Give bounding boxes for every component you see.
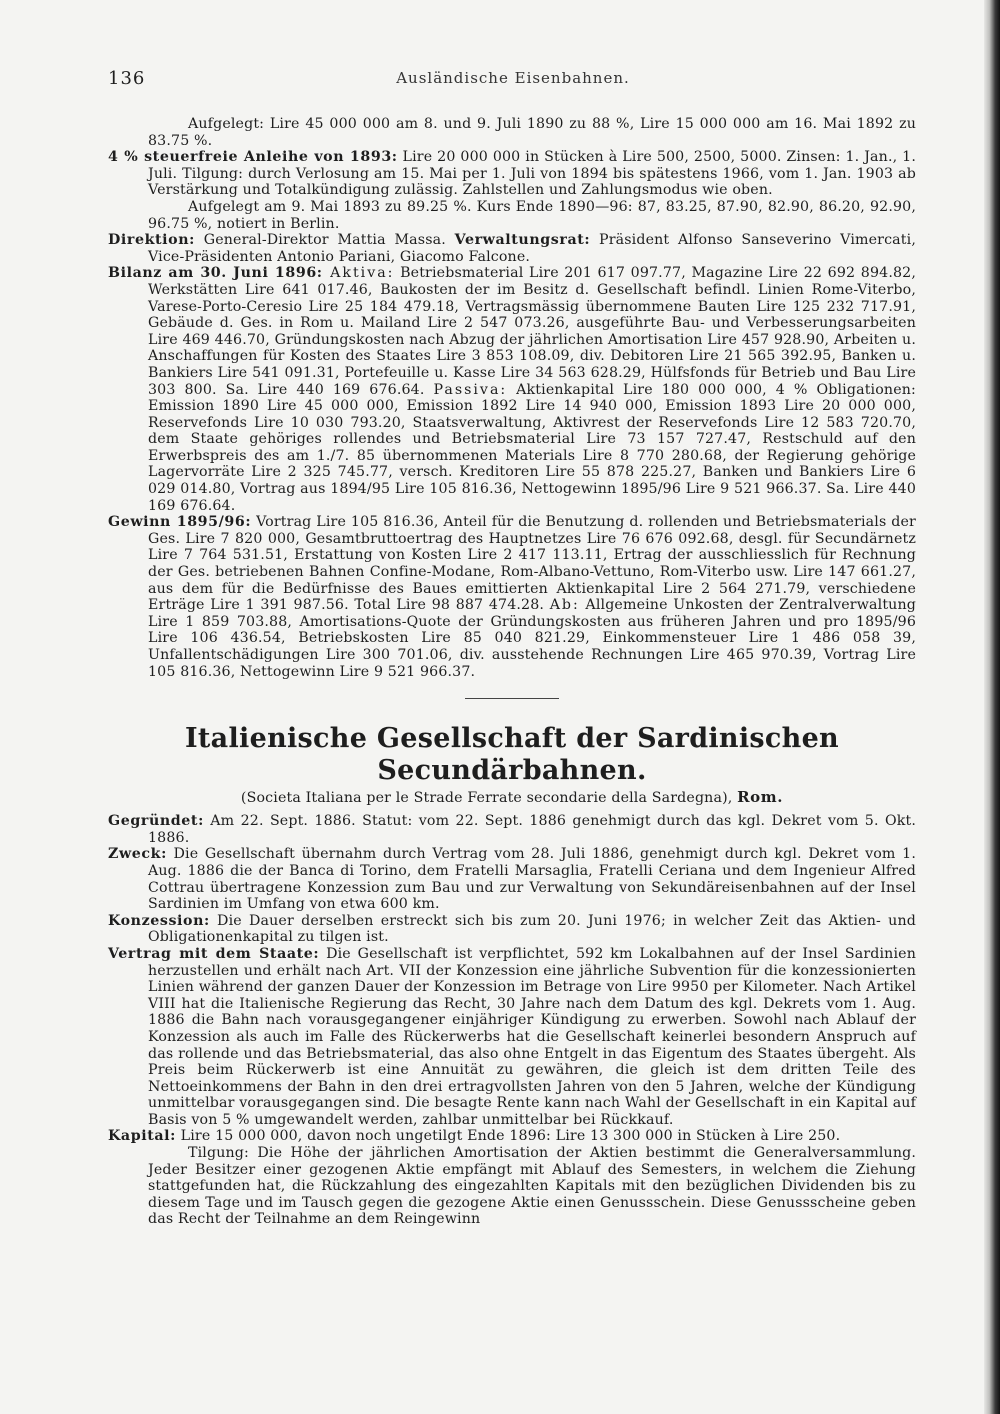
paragraph-text: Vortrag Lire 105 816.36, Anteil für die Benutzung d. rollenden und Betriebsmaterials der Ges. Lire 7 820 000, Gesamtbruttoertrag des Hauptnetzes Lire 76 676 092.68, desgl. für Secundärnetz Lire 7 764 531.51, Erstattung von Kosten Lire 2 417 113.11, Ertrag der ausschliesslich für Rechnung der Ges. betriebenen Bahnen Confine-Modane, Rom-Albano-Vettuno, Rom-Viterbo usw. Lire 147 661.27, aus dem für die Bedürfnisse des Baues emittierten Aktienkapital Lire 2 564 271.79, verschiedene Erträge Lire 1 391 987.56. Total Lire 98 887 474.28. — [148, 514, 916, 614]
paragraph-bilanz — [108, 265, 916, 514]
paragraph-zweck — [108, 846, 916, 912]
section-label: Direktion: — [108, 232, 195, 249]
paragraph-text: Tilgung: Die Höhe der jährlichen Amortisation der Aktien bestimmt die Generalversammlung. Jeder Besitzer einer gezogenen Aktie empfängt mit Ablauf des Semesters, in welchem die Ziehung stattgefunden hat, die Rückzahlung des eingezahlten Kapitals mit den bezüglichen Dividenden bis zu diesem Tage und im Tausch gegen die gezogene Aktie einen Genussschein. Diese Genussscheine geben das Recht der Teilnahme an dem Reingewinn — [148, 1145, 916, 1228]
sub-label: Ab: — [549, 597, 580, 614]
paragraph-text: Lire 15 000 000, davon noch ungetilgt Ende 1896: Lire 13 300 000 in Stücken à Lire 250. — [176, 1128, 841, 1145]
paragraph-text: Aufgelegt am 9. Mai 1893 zu 89.25 %. Kurs Ende 1890—96: 87, 83.25, 87.90, 82.90, 86.20, 92.90, 96.75 %, notiert in Berlin. — [148, 198, 916, 232]
section-label: Konzession: — [108, 912, 210, 929]
section-label: Zweck: — [108, 846, 167, 863]
subtitle-text: (Societa Italiana per le Strade Ferrate secondarie della Sardegna), — [240, 790, 738, 807]
paragraph-text: Allgemeine Unkosten der Zentralverwaltung Lire 1 859 703.88, Amortisations-Quote der Gründungskosten aus früheren Jahren und pro 1895/96 Lire 106 436.54, Betriebskosten Lire 85 040 821.29, Einkommensteuer Lire 1 486 058 39, Unfallentschädigungen Lire 300 701.06, div. ausstehende Rechnungen Lire 465 970.39, Vortrag Lire 105 816.36, Nettogewinn Lire 9 521 966.37. — [148, 597, 916, 680]
page-number: 136 — [108, 68, 146, 89]
section-divider — [465, 698, 559, 699]
section-label: Verwaltungsrat: — [454, 232, 591, 249]
paragraph-text: Betriebsmaterial Lire 201 617 097.77, Magazine Lire 22 692 894.82, Werkstätten Lire 641 017.46, Baukosten der im Besitz d. Gesellschaft befindl. Linien Rome-Viterbo, Varese-Porto-Ceresio Lire 25 184 479.18, Vertragsmässig übernommene Bauten Lire 125 232 717.91, Gebäude d. Ges. in Rom u. Mailand Lire 2 547 073.26, ausgeführte Bau- und Verbesserungsarbeiten Lire 469 446.70, Gründungskosten nach Abzug der jährlichen Amortisation Lire 457 928.90, Arbeiten u. Anschaffungen für Kosten des Staates Lire 3 853 108.09, div. Debitoren Lire 21 565 392.95, Banken u. Bankiers Lire 541 091.31, Portefeuille u. Kasse Lire 34 563 628.29, Hülfsfonds für Betrieb und Bau Lire 303 800. Sa. Lire 440 169 676.64. — [148, 265, 917, 398]
section-label: Vertrag mit dem Staate: — [108, 945, 320, 962]
page-header — [108, 68, 918, 94]
paragraph-text: General-Direktor Mattia Massa. — [194, 232, 455, 249]
paragraph-text: Aufgelegt: Lire 45 000 000 am 8. und 9. Juli 1890 zu 88 %, Lire 15 000 000 am 16. Mai 1892 zu 83.75 %. — [148, 116, 916, 149]
running-title: Ausländische Eisenbahnen. — [396, 69, 630, 87]
page-content — [108, 116, 916, 1228]
paragraph-direktion — [108, 232, 916, 265]
paragraph-text: Lire 20 000 000 in Stücken à Lire 500, 2500, 5000. Zinsen: 1. Jan., 1. Juli. Tilgung: durch Verlosung am 15. Mai per 1. Juli von 1894 bis spätestens 1966, vom 1. Jan. 1903 ab Verstärkung und Totalkündigung zulässig. Zahlstellen und Zahlungsmodus wie oben. — [148, 149, 917, 199]
section-subtitle — [108, 789, 916, 807]
section-label: 4 % steuerfreie Anleihe von 1893: — [108, 149, 398, 166]
paragraph-anleihe-1893 — [108, 149, 916, 199]
paragraph-text: Aktienkapital Lire 180 000 000, 4 % Obligationen: Emission 1890 Lire 45 000 000, Emission 1892 Lire 14 940 000, Emission 1893 Lire 20 000 000, Reservefonds Lire 10 030 793.20, Staatsverwaltung, Aktivrest der Reservefonds Lire 12 583 720.70, dem Staate gehöriges rollendes und Betriebsmaterial Lire 73 157 727.47, Restschuld auf den Erwerbspreis des am 1./7. 85 übernommenen Materials Lire 8 770 280.68, der Regierung gehörige Lagervorräte Lire 2 325 745.77, versch. Kreditoren Lire 55 878 225.27, Banken und Bankiers Lire 6 029 014.80, Vortrag aus 1894/95 Lire 105 816.36, Nettogewinn 1895/96 Lire 9 521 966.37. Sa. Lire 440 169 676.64. — [148, 381, 916, 514]
paragraph-vertrag — [108, 946, 916, 1129]
paragraph-konzession — [108, 913, 916, 946]
sub-label: Passiva: — [433, 381, 508, 398]
paragraph-tilgung — [108, 1145, 916, 1228]
section-label: Kapital: — [108, 1128, 177, 1145]
paragraph-text: Die Gesellschaft übernahm durch Vertrag vom 28. Juli 1886, genehmigt durch kgl. Dekret vom 1. Aug. 1886 die der Banca di Torino, dem Fratelli Marsaglia, Fratelli Ceriana und dem Ingenieur Alfred Cottrau übertragene Konzession zum Bau und zur Verwaltung von Sekundäreisenbahnen auf der Insel Sardinien im Umfang von etwa 600 km. — [148, 846, 916, 913]
section-label: Gewinn 1895/96: — [108, 514, 252, 531]
paragraph-aufgelegt-1893 — [108, 199, 916, 232]
paragraph-aufgelegt — [108, 116, 916, 149]
paragraph-kapital — [108, 1128, 916, 1145]
section-label: Bilanz am 30. Juni 1896: — [108, 265, 323, 282]
paragraph-text: Die Gesellschaft ist verpflichtet, 592 km Lokalbahnen auf der Insel Sardinien herzustellen und erhält nach Art. VII der Konzession eine jährliche Subvention für die konzessionierten Linien während der ganzen Dauer der Konzession im Betrage von Lire 9950 per Kilometer. Nach Artikel VIII hat die Italienische Regierung das Recht, 30 Jahre nach dem Datum des kgl. Dekrets vom 1. Aug. 1886 die Bahn nach vorausgegangener einjähriger Kündigung zu erwerben. Sowohl nach Ablauf der Konzession als auch im Falle des Rückerwerbs hat die Gesellschaft keinerlei besondern Anspruch auf das rollende und das Betriebsmaterial, das also ohne Entgelt in das Eigentum des Staates übergeht. Als Preis beim Rückerwerb ist eine Annuität zu gewähren, die gleich ist dem dritten Teile des Nettoeinkommens der Bahn in den drei ertragvollsten Jahren von den 5 Jahren, welche der Kündigung unmittelbar vorausgegangen sind. Die besagte Rente kann nach Wahl der Gesellschaft in ein Kapital auf Basis von 5 % umgewandelt werden, zahlbar unmittelbar bei Rückkauf. — [148, 945, 916, 1128]
paragraph-gegruendet — [108, 813, 916, 846]
subtitle-city: Rom. — [737, 788, 784, 807]
paragraph-text: Die Dauer derselben erstreckt sich bis zum 20. Juni 1976; in welcher Zeit das Aktien- und Obligationenkapital zu tilgen ist. — [148, 912, 916, 946]
section-label: Gegründet: — [108, 813, 204, 830]
scan-edge — [984, 0, 1000, 1414]
paragraph-text: Präsident Alfonso Sanseverino Vimercati, Vice-Präsidenten Antonio Pariani, Giacomo Falcone. — [148, 232, 916, 265]
paragraph-gewinn — [108, 514, 916, 680]
sub-label: Aktiva: — [322, 265, 395, 282]
paragraph-text: Am 22. Sept. 1886. Statut: vom 22. Sept. 1886 genehmigt durch das kgl. Dekret vom 5. Okt. 1886. — [148, 813, 916, 846]
section-title: Italienische Gesellschaft der Sardinischen Secundärbahnen. — [184, 723, 839, 787]
